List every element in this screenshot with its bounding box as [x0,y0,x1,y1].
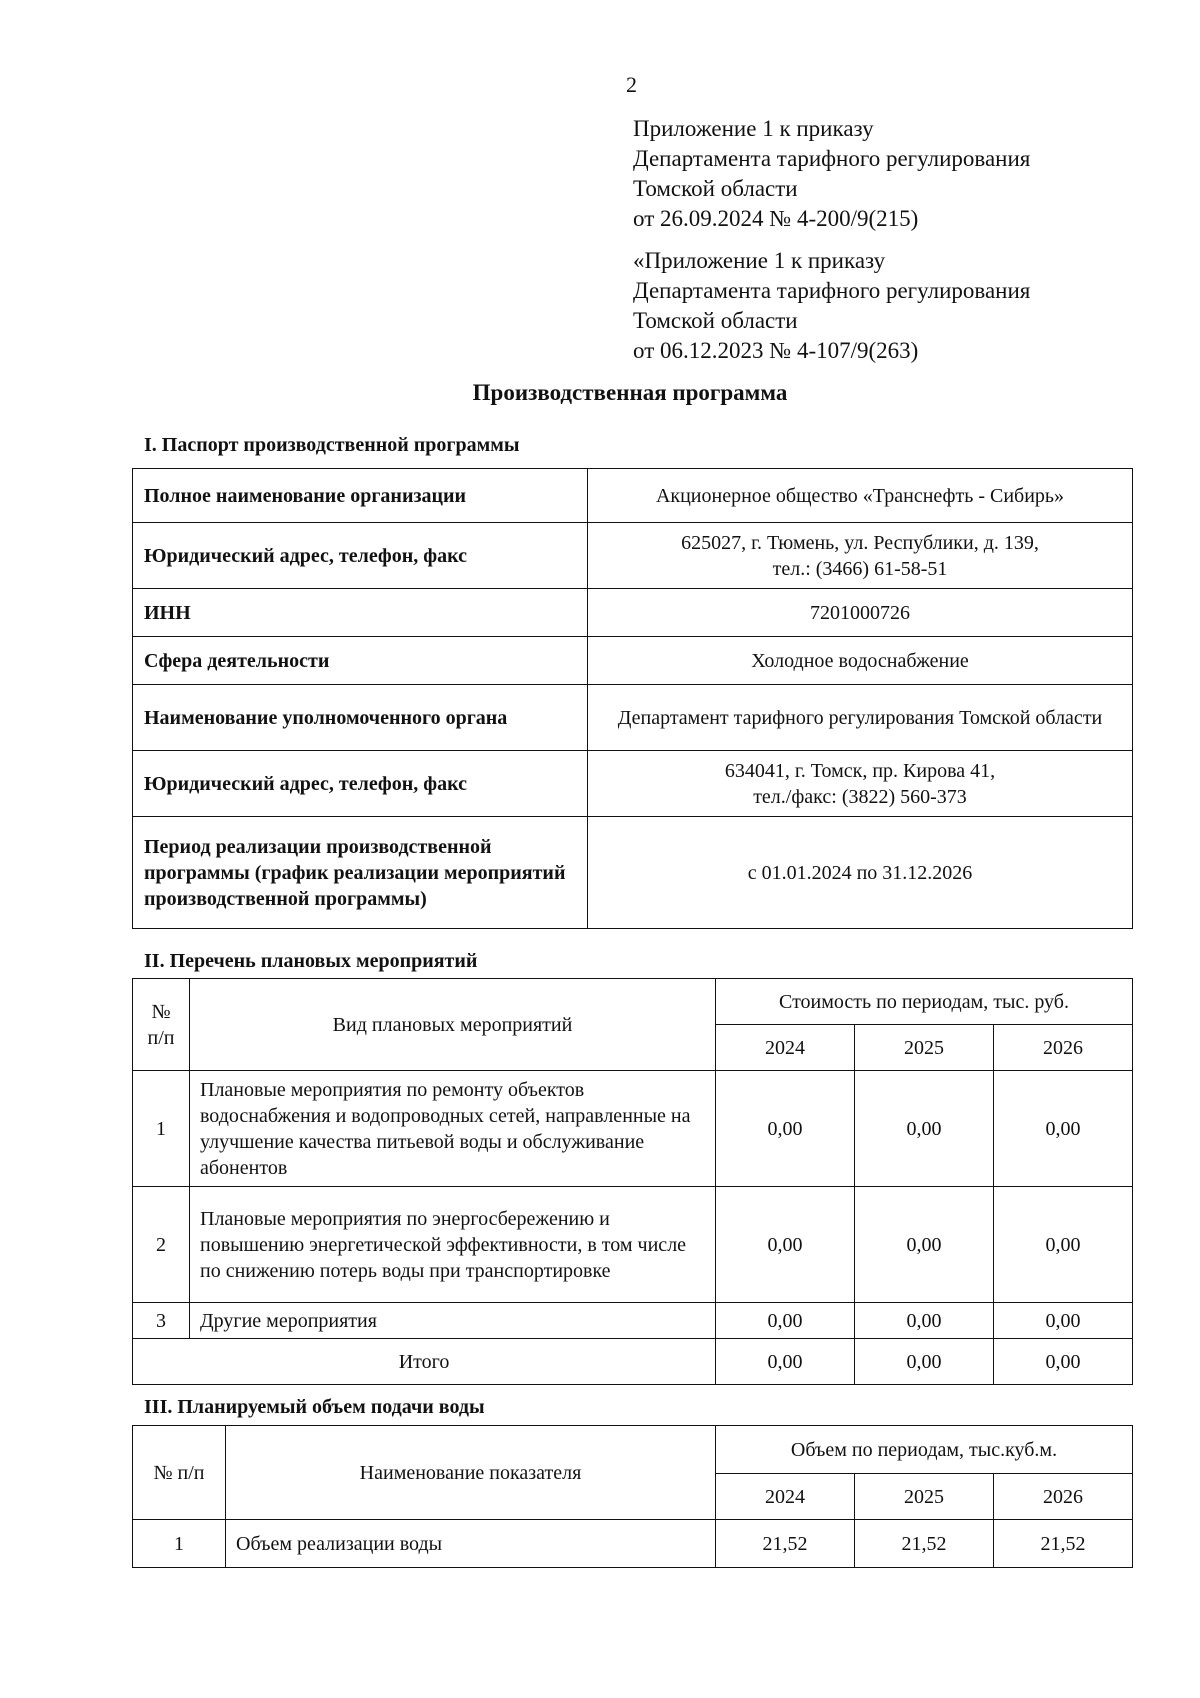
row-label: Юридический адрес, телефон, факс [133,523,588,589]
section-title-water-volume: III. Планируемый объем подачи воды [144,1396,485,1418]
passport-table [132,468,1133,929]
row-value: 0,00 [994,1303,1133,1339]
header-num: № п/п [133,1426,226,1520]
row-value [588,523,1133,589]
header-year: 2026 [994,1025,1133,1071]
total-value: 0,00 [994,1339,1133,1385]
row-label: Полное наименование организации [133,469,588,523]
table-row [133,589,1133,637]
document-title: Производственная программа [472,380,788,405]
planned-measures-table [132,978,1133,1385]
header-year: 2025 [855,1474,994,1520]
table-header-row [133,1426,1133,1474]
row-num: 2 [133,1187,190,1303]
appendix-reference-current [633,114,1153,234]
row-label: Период реализации производственной программы (график реализации мероприятий производственной программы) [133,817,588,929]
appendix-reference-previous [633,246,1153,366]
row-value [588,751,1133,817]
header-year: 2026 [994,1474,1133,1520]
total-value: 0,00 [716,1339,855,1385]
row-label: Юридический адрес, телефон, факс [133,751,588,817]
row-value: 21,52 [994,1520,1133,1568]
header-num: № п/п [133,979,190,1071]
header-cost: Стоимость по периодам, тыс. руб. [716,979,1133,1025]
row-label: ИНН [133,589,588,637]
appendix-line: Департамента тарифного регулирования [633,278,1031,303]
header-volume: Объем по периодам, тыс.куб.м. [716,1426,1133,1474]
row-value: Департамент тарифного регулирования Томской области [588,685,1133,751]
table-row [133,523,1133,589]
water-volume-table [132,1425,1133,1568]
row-value: 0,00 [994,1071,1133,1187]
table-row [133,1187,1133,1303]
value-line: 634041, г. Томск, пр. Кирова 41, [724,759,996,782]
appendix-line: Приложение 1 к приказу [633,116,874,141]
appendix-line: «Приложение 1 к приказу [633,248,886,273]
row-name: Объем реализации воды [226,1520,716,1568]
table-row [133,1520,1133,1568]
appendix-line: от 26.09.2024 № 4-200/9(215) [633,206,919,231]
row-label: Наименование уполномоченного органа [133,685,588,751]
row-value: 0,00 [716,1303,855,1339]
section-title-planned-measures: II. Перечень плановых мероприятий [144,950,478,972]
table-row [133,1071,1133,1187]
section-title-passport: I. Паспорт производственной программы [144,434,520,456]
row-value: 21,52 [716,1520,855,1568]
table-total-row [133,1339,1133,1385]
header-year: 2024 [716,1025,855,1071]
row-value: 0,00 [855,1187,994,1303]
table-row [133,817,1133,929]
table-row [133,685,1133,751]
header-type: Вид плановых мероприятий [190,979,716,1071]
row-value: 7201000726 [588,589,1133,637]
total-label: Итого [133,1339,716,1385]
row-value: 0,00 [716,1187,855,1303]
table-row [133,1303,1133,1339]
row-num: 1 [133,1071,190,1187]
row-value: 0,00 [716,1071,855,1187]
row-value: Холодное водоснабжение [588,637,1133,685]
appendix-line: Томской области [633,308,798,333]
row-num: 1 [133,1520,226,1568]
row-num: 3 [133,1303,190,1339]
header-name: Наименование показателя [226,1426,716,1520]
row-value: Акционерное общество «Транснефть - Сибирь» [588,469,1133,523]
row-value: 0,00 [994,1187,1133,1303]
row-value: 21,52 [855,1520,994,1568]
row-value: 0,00 [855,1303,994,1339]
table-row [133,469,1133,523]
row-desc: Плановые мероприятия по энергосбережению и повышению энергетической эффективности, в том числе по снижению потерь воды при транспортировке [190,1187,716,1303]
header-year: 2024 [716,1474,855,1520]
row-label: Сфера деятельности [133,637,588,685]
appendix-line: Департамента тарифного регулирования [633,146,1031,171]
header-year: 2025 [855,1025,994,1071]
row-value: 0,00 [855,1071,994,1187]
total-value: 0,00 [855,1339,994,1385]
appendix-line: от 06.12.2023 № 4-107/9(263) [633,338,919,363]
table-row [133,637,1133,685]
appendix-line: Томской области [633,176,798,201]
value-line: тел.: (3466) 61-58-51 [772,557,948,580]
value-line: 625027, г. Тюмень, ул. Республики, д. 139, [681,531,1039,554]
table-header-row [133,979,1133,1025]
row-desc: Другие мероприятия [190,1303,716,1339]
page-number: 2 [626,72,637,97]
value-line: тел./факс: (3822) 560-373 [753,785,967,808]
row-desc: Плановые мероприятия по ремонту объектов водоснабжения и водопроводных сетей, направленные на улучшение качества питьевой воды и обслуживание абонентов [190,1071,716,1187]
row-value: с 01.01.2024 по 31.12.2026 [588,817,1133,929]
table-row [133,751,1133,817]
